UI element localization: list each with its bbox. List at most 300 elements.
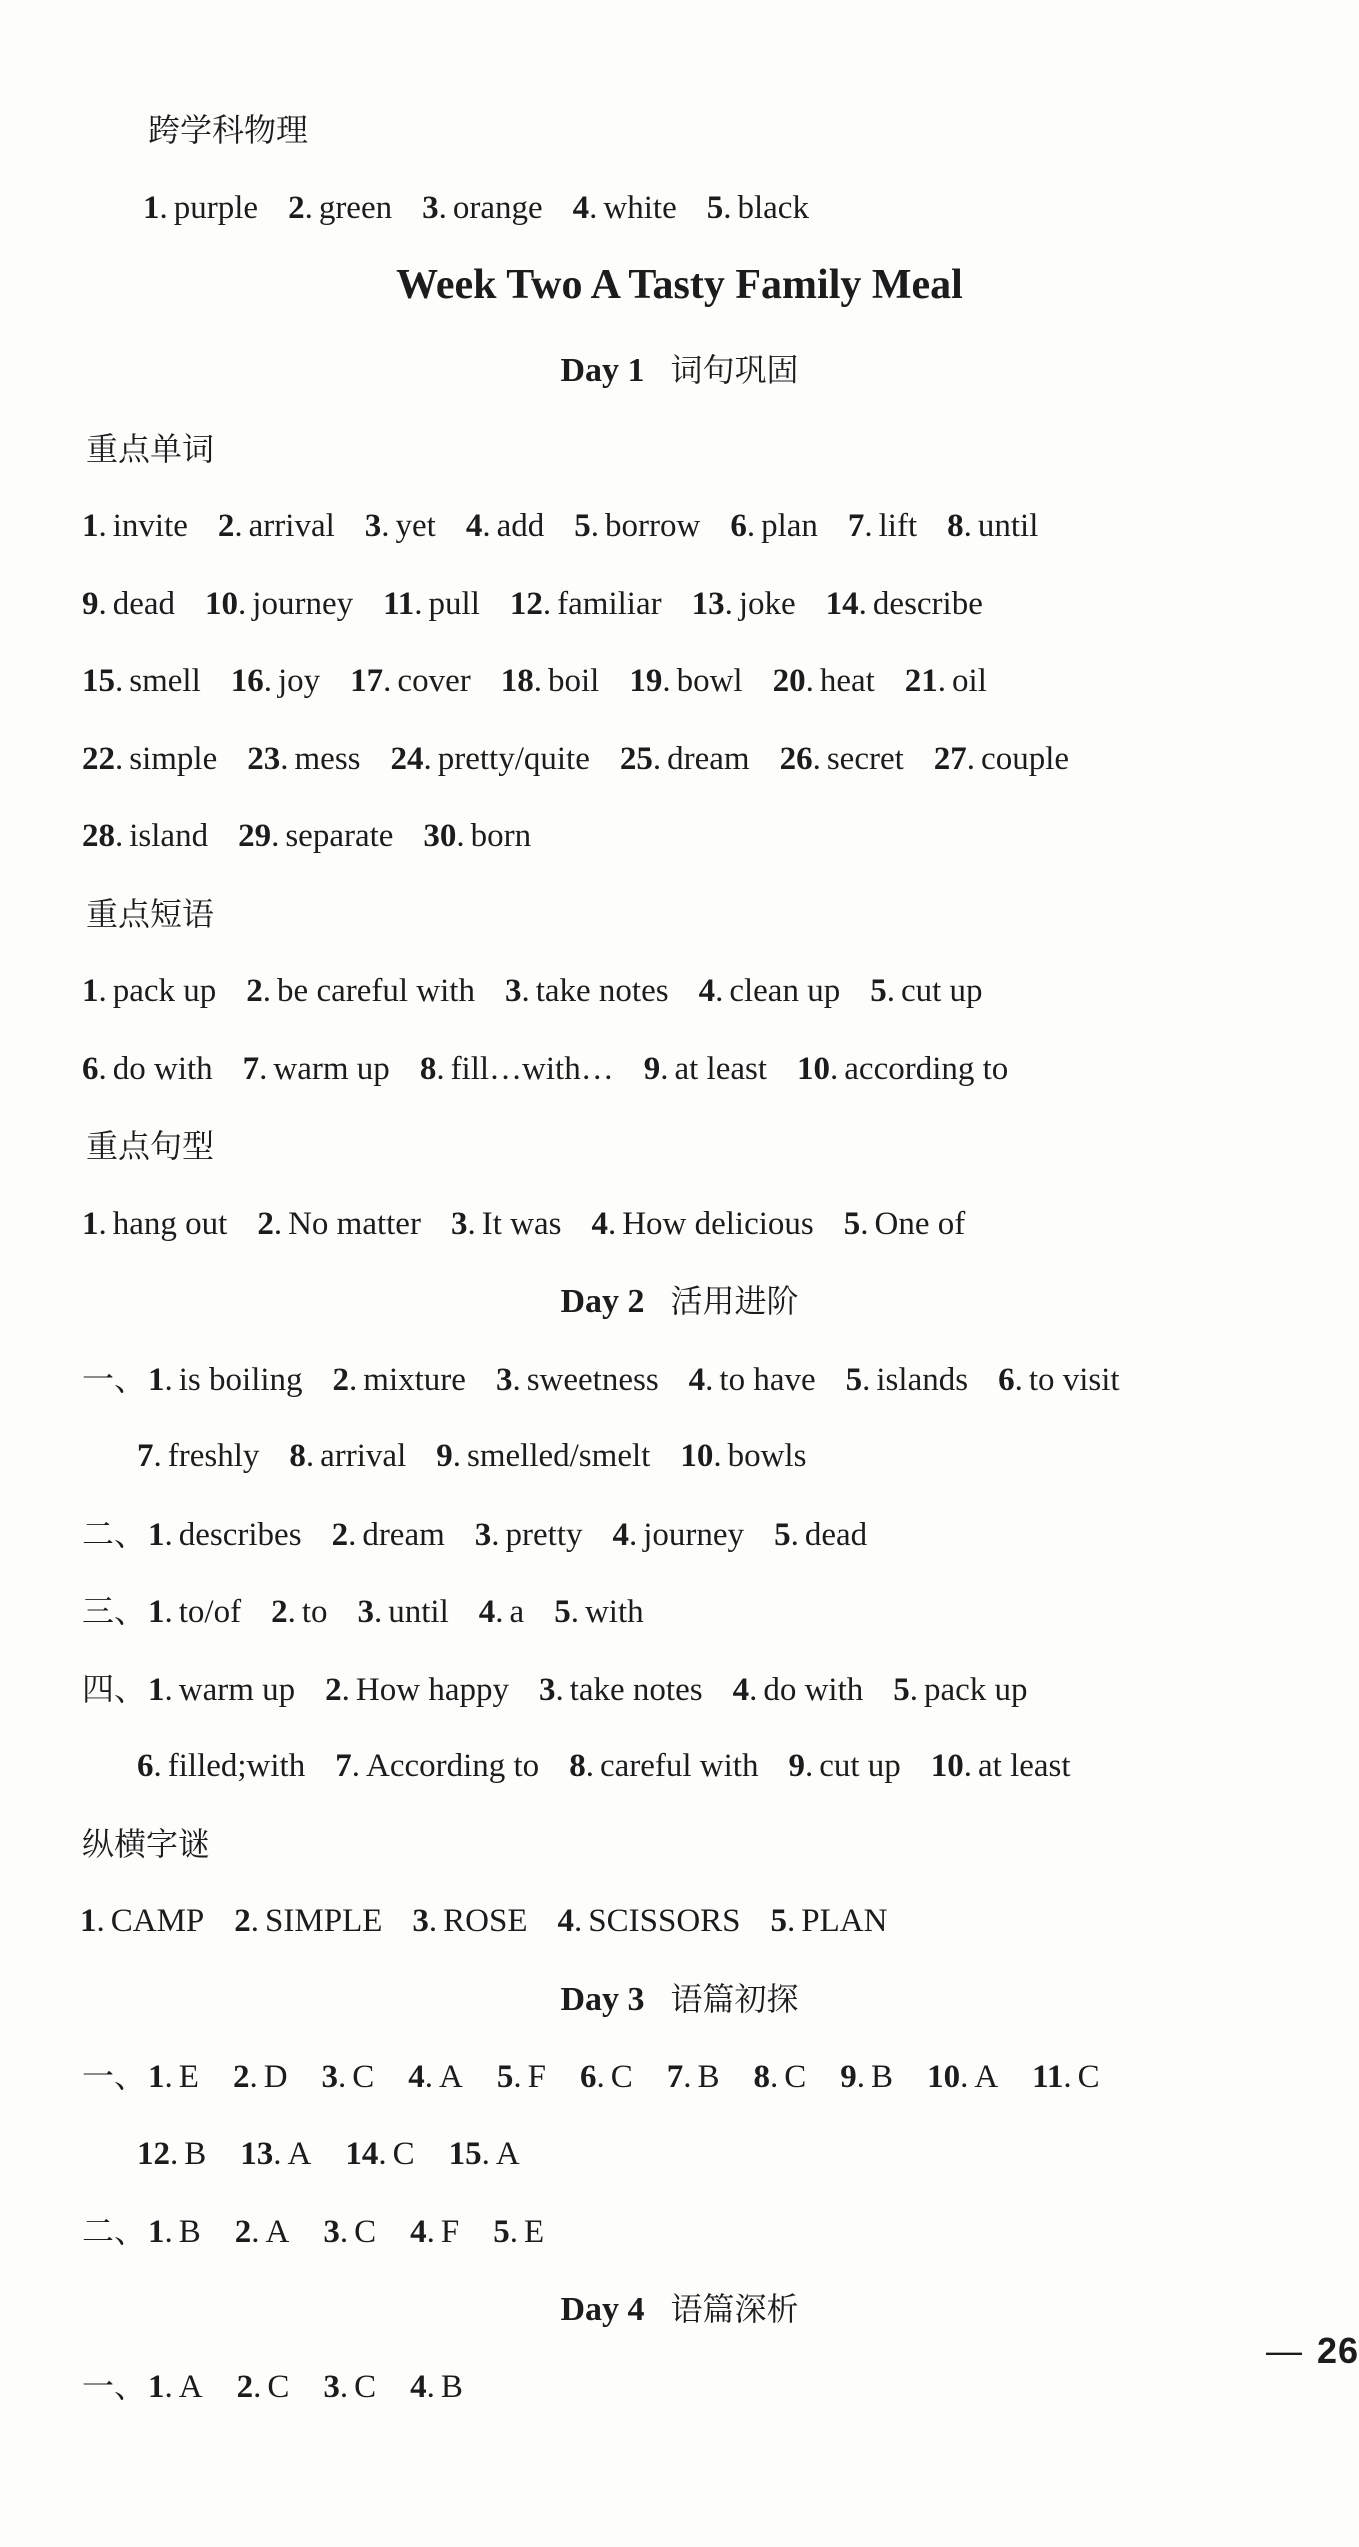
answer-item: 30. born (423, 818, 532, 854)
answer-text: filled;with (167, 1748, 306, 1784)
answer-item: 2. be careful with (246, 973, 475, 1009)
answer-item: 2. arrival (217, 508, 335, 544)
answer-number: 1 (148, 2369, 165, 2405)
answer-item: 5. pack up (893, 1672, 1028, 1708)
page-number (1266, 2330, 1359, 2372)
answer-number: 3 (474, 1517, 492, 1553)
answer-number: 1 (148, 1594, 165, 1630)
answer-item: 5. dead (774, 1517, 868, 1553)
answer-item: 2. No matter (257, 1206, 421, 1242)
answer-item: 1. is boiling (148, 1362, 303, 1398)
answer-number: 3 (321, 2059, 339, 2095)
answer-number: 3 (495, 1362, 513, 1398)
answer-number: 9 (436, 1438, 453, 1474)
key-sentences-heading: 重点句型 (86, 1127, 215, 1165)
answer-row (82, 1512, 897, 1557)
answer-number: 2 (257, 1206, 274, 1242)
answer-row (82, 2364, 497, 2409)
answer-text: island (129, 818, 209, 854)
answer-text: islands (876, 1362, 969, 1398)
answer-item: 7. According to (335, 1748, 540, 1784)
answer-row (82, 2209, 578, 2254)
answer-text: pack up (924, 1672, 1028, 1708)
answer-item: 13. A (240, 2136, 312, 2172)
answer-text: plan (761, 508, 818, 544)
section-number: 二、 (82, 1515, 147, 1553)
answer-number: 10 (930, 1748, 964, 1784)
answer-text: add (496, 508, 545, 544)
answer-row (143, 186, 839, 230)
answer-item: 12. B (137, 2136, 207, 2172)
answer-number: 7 (137, 1438, 154, 1474)
answer-item: 24. pretty/quite (390, 741, 590, 777)
answer-item: 4. clean up (698, 973, 841, 1009)
section-number: 一、 (82, 2367, 147, 2405)
answer-text: green (318, 190, 393, 226)
answer-text: B (440, 2369, 463, 2405)
answer-number: 1 (82, 973, 99, 1009)
answer-number: 7 (242, 1051, 260, 1087)
answer-item: 16. joy (230, 663, 321, 699)
answer-item: 20. heat (772, 663, 875, 699)
answer-item: 13. joke (691, 586, 796, 622)
answer-text: arrival (248, 508, 335, 544)
answer-text: white (603, 190, 677, 226)
answer-number: 9 (82, 586, 99, 622)
answer-number: 14 (345, 2136, 379, 2172)
answer-text: B (178, 2214, 201, 2250)
answer-number: 1 (143, 190, 160, 226)
answer-item: 3. sweetness (495, 1362, 659, 1398)
answer-text: B (697, 2059, 720, 2095)
day-label: Day 1 (560, 352, 645, 389)
answer-item: 5. cut up (870, 973, 983, 1009)
answer-text: do with (763, 1672, 864, 1708)
answer-number: 10 (797, 1051, 831, 1087)
answer-item: 19. bowl (629, 663, 743, 699)
answer-text: SIMPLE (265, 1903, 383, 1939)
answer-text: C (352, 2059, 375, 2095)
answer-number: 5 (574, 508, 591, 544)
answer-text: black (737, 190, 809, 226)
answer-text: take notes (535, 973, 669, 1009)
answer-text: joke (738, 586, 796, 622)
section-number: 一、 (82, 2057, 147, 2095)
answer-row (82, 737, 1099, 781)
answer-number: 21 (904, 663, 938, 699)
answer-item: 8. until (947, 508, 1039, 544)
answer-text: pull (428, 586, 480, 622)
answer-text: journey (252, 586, 354, 622)
answer-number: 3 (538, 1672, 556, 1708)
answer-item: 6. plan (730, 508, 818, 544)
answer-item: 3. until (357, 1594, 449, 1630)
answer-item: 2. D (232, 2059, 288, 2095)
answer-number: 6 (137, 1748, 154, 1784)
answer-number: 13 (240, 2136, 274, 2172)
answer-number: 5 (870, 973, 887, 1009)
answer-item: 10. at least (930, 1748, 1071, 1784)
answer-item: 2. A (234, 2214, 290, 2250)
answer-item: 6. do with (82, 1051, 213, 1087)
answer-text: invite (112, 508, 188, 544)
answer-number: 4 (591, 1206, 608, 1242)
answer-item: 2. C (236, 2369, 290, 2405)
answer-item: 1. describes (148, 1517, 302, 1553)
answer-text: describe (872, 586, 983, 622)
answer-text: cover (397, 663, 471, 699)
answer-text: simple (129, 741, 218, 777)
answer-number: 1 (148, 1362, 165, 1398)
answer-number: 4 (698, 973, 716, 1009)
answer-item: 23. mess (247, 741, 361, 777)
answer-number: 3 (422, 190, 439, 226)
answer-item: 3. C (323, 2214, 377, 2250)
answer-text: according to (844, 1051, 1009, 1087)
answer-number: 19 (629, 663, 663, 699)
answer-item: 6. filled;with (137, 1748, 306, 1784)
answer-number: 6 (730, 508, 747, 544)
answer-number: 4 (408, 2059, 425, 2095)
answer-item: 26. secret (779, 741, 904, 777)
answer-item: 9. cut up (788, 1748, 901, 1784)
answer-text: It was (481, 1206, 562, 1242)
answer-row (82, 1589, 674, 1634)
answer-number: 5 (893, 1672, 910, 1708)
day-section-label: 语篇深析 (670, 2290, 799, 2328)
answer-number: 2 (288, 190, 305, 226)
answer-item: 4. F (410, 2214, 460, 2250)
answer-number: 3 (504, 973, 522, 1009)
answer-number: 3 (450, 1206, 468, 1242)
answer-number: 10 (927, 2059, 961, 2095)
answer-number: 4 (572, 190, 590, 226)
answer-number: 3 (364, 508, 382, 544)
answer-text: familiar (557, 586, 662, 622)
answer-row (137, 2132, 554, 2176)
answer-number: 1 (82, 508, 99, 544)
answer-number: 2 (271, 1594, 288, 1630)
answer-item: 3. ROSE (412, 1903, 528, 1939)
answer-text: arrival (320, 1438, 407, 1474)
answer-text: C (392, 2136, 415, 2172)
answer-item: 15. A (448, 2136, 520, 2172)
answer-number: 1 (148, 2059, 165, 2095)
answer-number: 7 (666, 2059, 684, 2095)
answer-number: 4 (557, 1903, 575, 1939)
answer-number: 2 (236, 2369, 254, 2405)
answer-item: 1. hang out (82, 1206, 228, 1242)
answer-text: to (301, 1594, 328, 1630)
answer-text: lift (878, 508, 918, 544)
answer-item: 2. SIMPLE (234, 1903, 383, 1939)
answer-number: 8 (947, 508, 964, 544)
answer-number: 5 (706, 190, 724, 226)
answer-item: 14. C (345, 2136, 415, 2172)
answer-item: 4. to have (688, 1362, 816, 1398)
answer-number: 5 (843, 1206, 861, 1242)
answer-item: 9. dead (82, 586, 176, 622)
answer-text: careful with (599, 1748, 759, 1784)
answer-number: 20 (772, 663, 806, 699)
answer-item: 4. How delicious (591, 1206, 814, 1242)
answer-text: C (784, 2059, 807, 2095)
answer-item: 4. a (478, 1594, 525, 1630)
week-title: Week Two A Tasty Family Meal (396, 262, 963, 308)
answer-number: 6 (82, 1051, 99, 1087)
answer-text: D (263, 2059, 288, 2095)
answer-item: 7. freshly (137, 1438, 260, 1474)
answer-text: B (871, 2059, 894, 2095)
answer-text: separate (285, 818, 394, 854)
answer-item: 5. with (554, 1594, 644, 1630)
answer-text: describes (178, 1517, 302, 1553)
answer-text: heat (819, 663, 875, 699)
answer-number: 27 (933, 741, 967, 777)
answer-item: 4. journey (612, 1517, 745, 1553)
answer-row (80, 1899, 917, 1943)
day-label: Day 2 (560, 1283, 645, 1320)
answer-text: secret (826, 741, 904, 777)
answer-text: How delicious (622, 1206, 814, 1242)
answer-text: mess (294, 741, 361, 777)
answer-number: 3 (357, 1594, 375, 1630)
answer-number: 5 (845, 1362, 863, 1398)
answer-text: warm up (273, 1051, 390, 1087)
day-3-heading (0, 1977, 1359, 2022)
answer-number: 1 (80, 1903, 97, 1939)
answer-text: C (354, 2369, 377, 2405)
answer-item: 17. cover (350, 663, 471, 699)
answer-item: 1. A (148, 2369, 203, 2405)
answer-number: 4 (688, 1362, 706, 1398)
answer-text: A (495, 2136, 520, 2172)
answer-item: 5. E (493, 2214, 545, 2250)
answer-row (82, 659, 1017, 703)
answer-text: C (1077, 2059, 1100, 2095)
answer-item: 1. purple (143, 190, 259, 226)
answer-number: 13 (691, 586, 725, 622)
answer-item: 27. couple (933, 741, 1070, 777)
answer-item: 3. take notes (538, 1672, 703, 1708)
answer-text: couple (981, 741, 1070, 777)
answer-item: 1. to/of (148, 1594, 242, 1630)
answer-number: 7 (335, 1748, 352, 1784)
answer-number: 5 (496, 2059, 514, 2095)
answer-text: pretty (505, 1517, 583, 1553)
answer-number: 11 (1032, 2059, 1064, 2095)
answer-number: 2 (325, 1672, 342, 1708)
answer-text: A (287, 2136, 312, 2172)
answer-number: 2 (246, 973, 263, 1009)
answer-text: to visit (1028, 1362, 1120, 1398)
answer-number: 3 (323, 2369, 340, 2405)
answer-number: 10 (680, 1438, 714, 1474)
answer-row (82, 504, 1068, 548)
answer-item: 2. dream (331, 1517, 445, 1553)
answer-item: 18. boil (500, 663, 600, 699)
answer-text: clean up (729, 973, 841, 1009)
answer-row (137, 1744, 1101, 1788)
answer-number: 6 (998, 1362, 1015, 1398)
answer-item: 2. How happy (325, 1672, 509, 1708)
answer-number: 4 (465, 508, 483, 544)
answer-item: 5. One of (843, 1206, 966, 1242)
answer-text: pack up (112, 973, 217, 1009)
key-phrases-heading: 重点短语 (86, 895, 215, 933)
answer-row (82, 969, 1013, 1013)
page-dash: — (1265, 2330, 1303, 2371)
answer-text: cut up (819, 1748, 901, 1784)
answer-number: 2 (234, 2214, 252, 2250)
answer-item: 9. smelled/smelt (436, 1438, 651, 1474)
answer-item: 11. pull (383, 586, 480, 622)
answer-number: 7 (847, 508, 865, 544)
answer-item: 3. pretty (474, 1517, 583, 1553)
answer-text: at least (978, 1748, 1071, 1784)
answer-number: 4 (732, 1672, 750, 1708)
answer-number: 25 (619, 741, 653, 777)
answer-number: 17 (350, 663, 384, 699)
answer-item: 3. take notes (504, 973, 669, 1009)
answer-item: 3. C (323, 2369, 377, 2405)
section-number: 一、 (82, 1360, 147, 1398)
answer-text: C (354, 2214, 377, 2250)
answer-number: 3 (412, 1903, 429, 1939)
answer-text: E (178, 2059, 199, 2095)
answer-item: 4. do with (732, 1672, 864, 1708)
answer-number: 15 (448, 2136, 482, 2172)
answer-item: 15. smell (82, 663, 201, 699)
answer-text: oil (952, 663, 987, 699)
answer-item: 8. fill…with… (419, 1051, 614, 1087)
answer-text: until (388, 1594, 449, 1630)
answer-text: B (184, 2136, 207, 2172)
answer-text: fill…with… (450, 1051, 614, 1087)
answer-number: 2 (332, 1362, 350, 1398)
answer-item: 5. borrow (574, 508, 701, 544)
answer-number: 4 (410, 2369, 427, 2405)
answer-text: A (974, 2059, 999, 2095)
answer-text: journey (643, 1517, 745, 1553)
answer-item: 10. A (927, 2059, 999, 2095)
answer-item: 6. to visit (998, 1362, 1120, 1398)
answer-text: cut up (900, 973, 983, 1009)
answer-number: 24 (390, 741, 424, 777)
answer-text: borrow (605, 508, 701, 544)
answer-text: smelled/smelt (467, 1438, 651, 1474)
answer-number: 6 (580, 2059, 597, 2095)
answer-text: C (610, 2059, 633, 2095)
answer-row (137, 1434, 836, 1478)
section-number: 三、 (82, 1592, 147, 1630)
answer-item: 22. simple (82, 741, 218, 777)
answer-text: C (267, 2369, 290, 2405)
answer-item: 1. E (148, 2059, 199, 2095)
answer-item: 25. dream (619, 741, 750, 777)
answer-item: 7. warm up (242, 1051, 390, 1087)
answer-item: 9. B (840, 2059, 894, 2095)
day-2-heading (0, 1279, 1359, 1324)
answer-number: 8 (753, 2059, 771, 2095)
answer-item: 8. arrival (289, 1438, 407, 1474)
answer-item: 10. bowls (680, 1438, 807, 1474)
section-number: 二、 (82, 2212, 147, 2250)
answer-number: 11 (383, 586, 415, 622)
answer-number: 28 (82, 818, 115, 854)
answer-number: 2 (331, 1517, 349, 1553)
answer-item: 6. C (580, 2059, 633, 2095)
key-words-heading: 重点单词 (86, 430, 215, 468)
answer-number: 9 (643, 1051, 661, 1087)
answer-number: 5 (554, 1594, 571, 1630)
answer-text: is boiling (178, 1362, 303, 1398)
answer-item: 1. CAMP (80, 1903, 205, 1939)
answer-text: dream (362, 1517, 445, 1553)
answer-number: 1 (148, 1672, 165, 1708)
answer-item: 8. C (753, 2059, 807, 2095)
answer-text: dead (112, 586, 176, 622)
answer-item: 2. mixture (332, 1362, 466, 1398)
answer-item: 4. A (408, 2059, 463, 2095)
answer-number: 30 (423, 818, 457, 854)
day-label: Day 4 (560, 2291, 645, 2328)
crossword-heading: 纵横字谜 (82, 1825, 211, 1863)
answer-text: PLAN (801, 1903, 888, 1939)
answer-number: 5 (770, 1903, 788, 1939)
answer-item: 3. yet (364, 508, 436, 544)
answer-item: 4. B (410, 2369, 463, 2405)
answer-text: to/of (178, 1594, 242, 1630)
answer-item: 1. invite (82, 508, 188, 544)
day-section-label: 语篇初探 (670, 1980, 799, 2018)
answer-text: ROSE (443, 1903, 528, 1939)
answer-text: born (470, 818, 532, 854)
answer-row (82, 1047, 1038, 1091)
answer-row (82, 2054, 1134, 2099)
answer-text: joy (278, 663, 321, 699)
answer-number: 14 (825, 586, 859, 622)
cross-subject-heading: 跨学科物理 (148, 111, 309, 149)
answer-text: pretty/quite (437, 741, 590, 777)
answer-row (82, 814, 561, 858)
answer-text: How happy (355, 1672, 509, 1708)
answer-text: freshly (167, 1438, 260, 1474)
answer-item: 2. green (288, 190, 393, 226)
answer-item: 2. to (271, 1594, 328, 1630)
answer-number: 4 (410, 2214, 427, 2250)
answer-text: warm up (178, 1672, 296, 1708)
day-1-heading (0, 348, 1359, 393)
answer-item: 4. SCISSORS (557, 1903, 741, 1939)
answer-text: boil (547, 663, 600, 699)
answer-text: with (584, 1594, 644, 1630)
answer-item: 5. islands (845, 1362, 969, 1398)
answer-row (82, 582, 1013, 626)
answer-text: According to (365, 1748, 540, 1784)
answer-item: 12. familiar (509, 586, 662, 622)
answer-number: 8 (289, 1438, 306, 1474)
answer-number: 2 (232, 2059, 250, 2095)
answer-item: 1. B (148, 2214, 201, 2250)
answer-number: 18 (500, 663, 534, 699)
answer-text: F (440, 2214, 460, 2250)
answer-item: 4. white (572, 190, 677, 226)
answer-item: 28. island (82, 818, 209, 854)
answer-item: 5. black (706, 190, 809, 226)
answer-text: bowls (727, 1438, 807, 1474)
answer-number: 12 (137, 2136, 170, 2172)
